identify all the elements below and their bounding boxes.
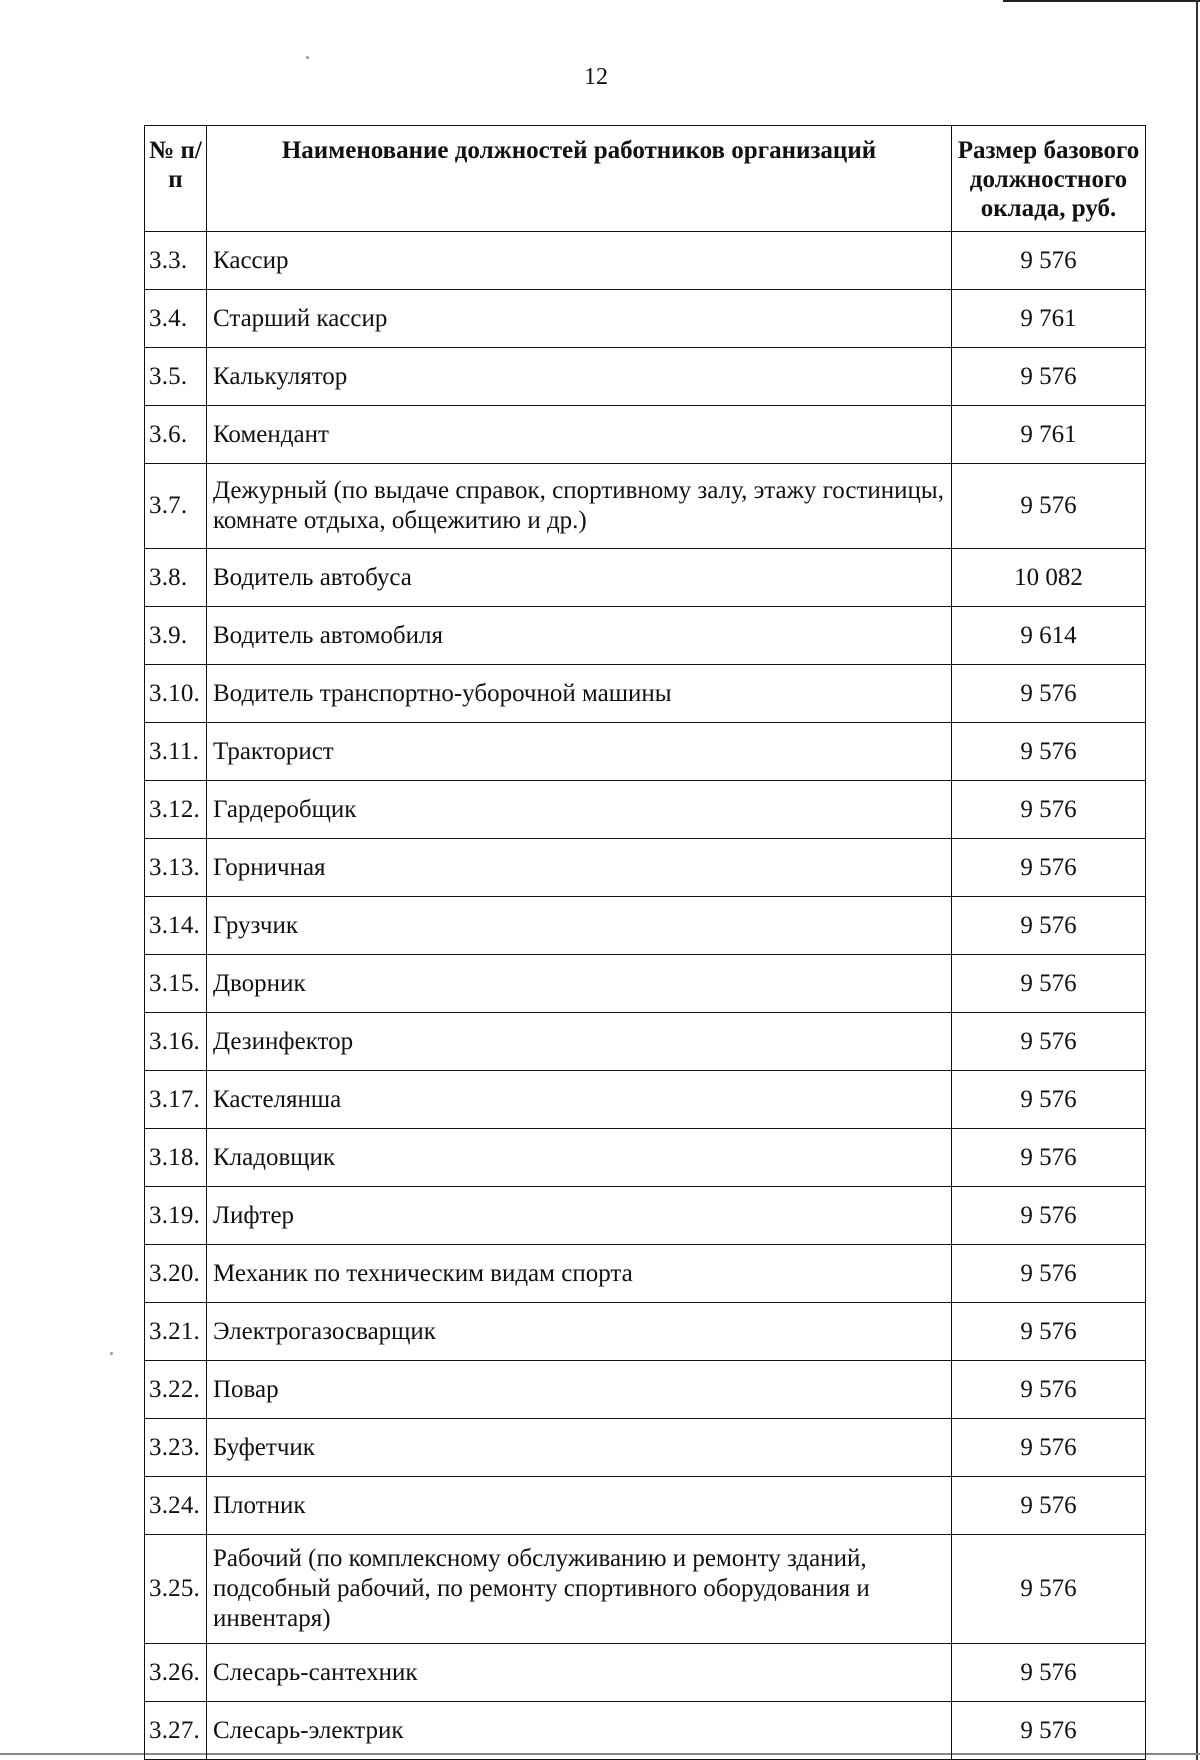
row-number: 3.8. [145, 549, 207, 607]
row-number: 3.3. [145, 232, 207, 290]
base-salary-value: 9 576 [952, 1477, 1146, 1535]
table-row [145, 781, 1146, 839]
base-salary-value: 9 614 [952, 607, 1146, 665]
table-row [145, 1071, 1146, 1129]
base-salary-value: 9 576 [952, 665, 1146, 723]
base-salary-value: 9 576 [952, 955, 1146, 1013]
base-salary-value: 9 576 [952, 1361, 1146, 1419]
row-number: 3.12. [145, 781, 207, 839]
row-number: 3.26. [145, 1644, 207, 1702]
base-salary-value: 9 761 [952, 290, 1146, 348]
position-name: Буфетчик [207, 1419, 952, 1477]
base-salary-value: 9 576 [952, 897, 1146, 955]
position-name: Дезинфектор [207, 1013, 952, 1071]
header-base-salary [952, 126, 1146, 232]
base-salary-value: 9 576 [952, 781, 1146, 839]
base-salary-value: 9 576 [952, 723, 1146, 781]
row-number: 3.13. [145, 839, 207, 897]
row-number: 3.9. [145, 607, 207, 665]
table-row [145, 1419, 1146, 1477]
row-number: 3.25. [145, 1535, 207, 1644]
table-body [145, 232, 1146, 1760]
position-name: Слесарь-сантехник [207, 1644, 952, 1702]
row-number: 3.5. [145, 348, 207, 406]
header-position-name-text: Наименование должностей работников организаций [281, 137, 877, 164]
base-salary-value: 9 576 [952, 1187, 1146, 1245]
scan-edge-right [1196, 0, 1198, 1760]
base-salary-value: 9 576 [952, 348, 1146, 406]
table-row [145, 1187, 1146, 1245]
row-number: 3.10. [145, 665, 207, 723]
table-row [145, 607, 1146, 665]
table-header-row [145, 126, 1146, 232]
position-name: Водитель автобуса [207, 549, 952, 607]
page-number: 12 [584, 64, 608, 90]
position-name: Грузчик [207, 897, 952, 955]
row-number: 3.16. [145, 1013, 207, 1071]
table-row [145, 464, 1146, 549]
base-salary-value: 9 576 [952, 464, 1146, 549]
base-salary-value: 9 761 [952, 406, 1146, 464]
table-row [145, 897, 1146, 955]
row-number: 3.27. [145, 1702, 207, 1760]
row-number: 3.14. [145, 897, 207, 955]
header-number [145, 126, 207, 232]
scan-edge-top [1003, 0, 1200, 2]
position-name: Плотник [207, 1477, 952, 1535]
row-number: 3.11. [145, 723, 207, 781]
row-number: 3.19. [145, 1187, 207, 1245]
row-number: 3.24. [145, 1477, 207, 1535]
table-row [145, 1477, 1146, 1535]
base-salary-value: 9 576 [952, 1071, 1146, 1129]
salary-table [144, 125, 1146, 1760]
table-row [145, 1013, 1146, 1071]
base-salary-value: 9 576 [952, 1303, 1146, 1361]
row-number: 3.17. [145, 1071, 207, 1129]
row-number: 3.6. [145, 406, 207, 464]
position-name: Повар [207, 1361, 952, 1419]
table-row [145, 1702, 1146, 1760]
table-row [145, 232, 1146, 290]
position-name: Слесарь-электрик [207, 1702, 952, 1760]
table-row [145, 955, 1146, 1013]
row-number: 3.22. [145, 1361, 207, 1419]
position-name: Кастелянша [207, 1071, 952, 1129]
position-name: Старший кассир [207, 290, 952, 348]
base-salary-value: 9 576 [952, 1245, 1146, 1303]
row-number: 3.4. [145, 290, 207, 348]
table-row [145, 1644, 1146, 1702]
row-number: 3.20. [145, 1245, 207, 1303]
table-row [145, 839, 1146, 897]
position-name: Кассир [207, 232, 952, 290]
table-row [145, 1361, 1146, 1419]
table-row [145, 665, 1146, 723]
header-number-text: № п/п [149, 137, 202, 193]
row-number: 3.23. [145, 1419, 207, 1477]
table-row [145, 723, 1146, 781]
table-row [145, 1535, 1146, 1644]
position-name: Электрогазосварщик [207, 1303, 952, 1361]
row-number: 3.18. [145, 1129, 207, 1187]
base-salary-value: 9 576 [952, 1535, 1146, 1644]
table-row [145, 1129, 1146, 1187]
position-name: Дежурный (по выдаче справок, спортивному залу, этажу гостиницы, комнате отдыха, общежитию и др.) [207, 464, 952, 549]
row-number: 3.15. [145, 955, 207, 1013]
position-name: Рабочий (по комплексному обслуживанию и ремонту зданий, подсобный рабочий, по ремонту спортивного оборудования и инвентаря) [207, 1535, 952, 1644]
scan-speck [110, 1352, 113, 1355]
base-salary-value: 9 576 [952, 1129, 1146, 1187]
base-salary-value: 9 576 [952, 839, 1146, 897]
row-number: 3.7. [145, 464, 207, 549]
position-name: Гардеробщик [207, 781, 952, 839]
table-row [145, 406, 1146, 464]
header-position-name [207, 126, 952, 232]
position-name: Горничная [207, 839, 952, 897]
table-row [145, 1245, 1146, 1303]
position-name: Водитель автомобиля [207, 607, 952, 665]
position-name: Дворник [207, 955, 952, 1013]
position-name: Тракторист [207, 723, 952, 781]
position-name: Водитель транспортно-уборочной машины [207, 665, 952, 723]
position-name: Кладовщик [207, 1129, 952, 1187]
table-row [145, 290, 1146, 348]
base-salary-value: 9 576 [952, 232, 1146, 290]
row-number: 3.21. [145, 1303, 207, 1361]
base-salary-value: 9 576 [952, 1419, 1146, 1477]
base-salary-value: 9 576 [952, 1702, 1146, 1760]
position-name: Лифтер [207, 1187, 952, 1245]
base-salary-value: 9 576 [952, 1013, 1146, 1071]
base-salary-value: 9 576 [952, 1644, 1146, 1702]
scan-speck [306, 56, 309, 59]
position-name: Механик по техническим видам спорта [207, 1245, 952, 1303]
table-row [145, 348, 1146, 406]
base-salary-value: 10 082 [952, 549, 1146, 607]
table-row [145, 1303, 1146, 1361]
header-base-salary-text: Размер базового должностного оклада, руб. [957, 137, 1140, 222]
position-name: Комендант [207, 406, 952, 464]
table-row [145, 549, 1146, 607]
position-name: Калькулятор [207, 348, 952, 406]
